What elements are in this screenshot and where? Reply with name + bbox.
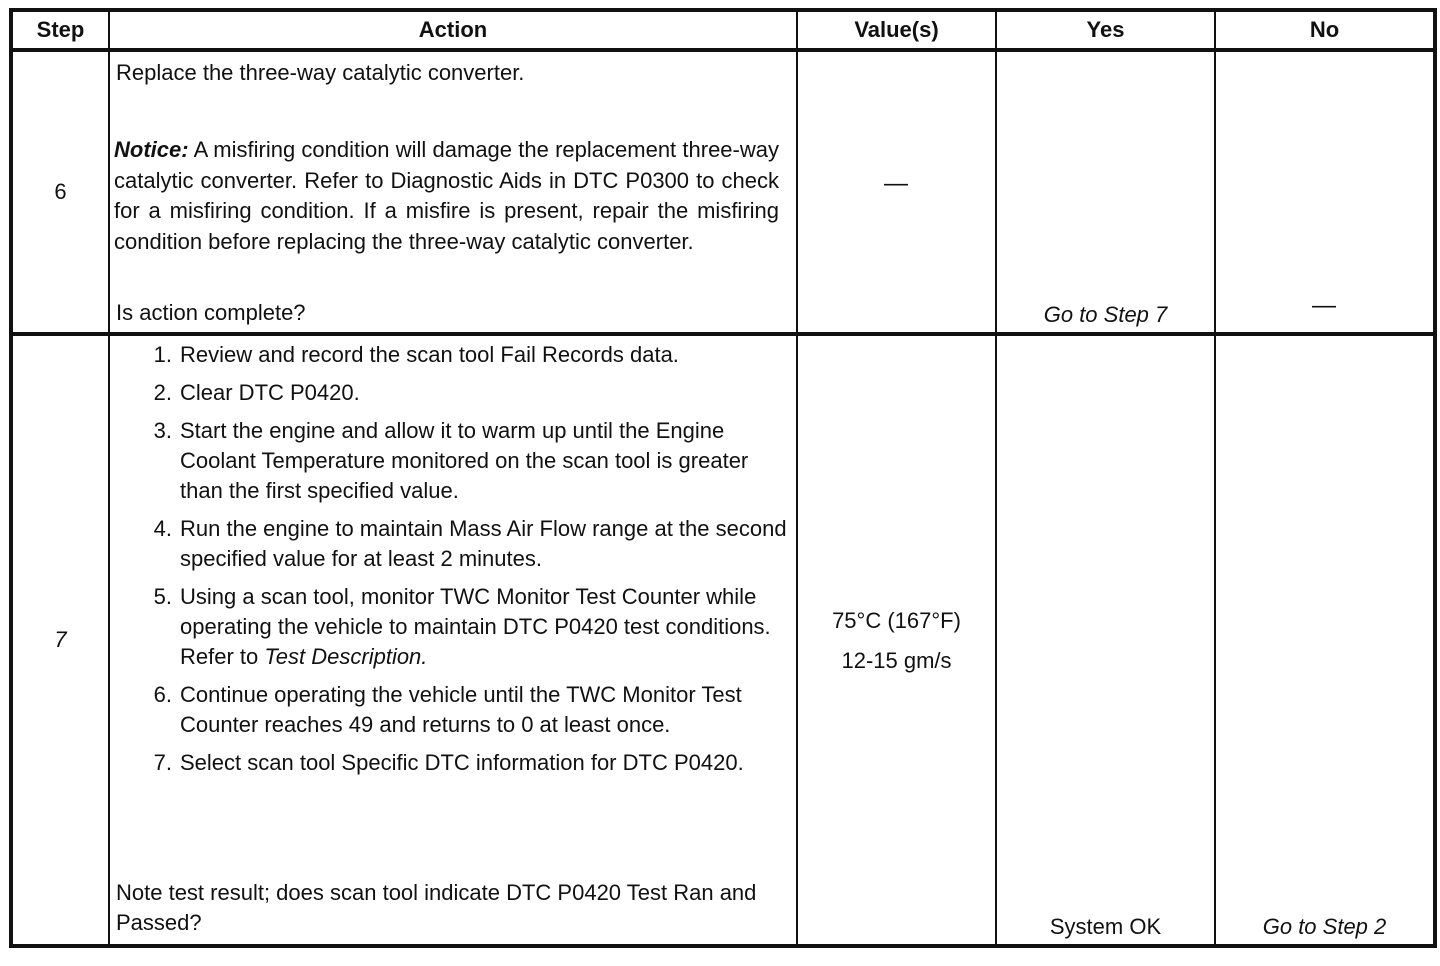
value-temperature: 75°C (167°F) (832, 608, 961, 633)
value-dash: — (884, 170, 908, 197)
item-text: Run the engine to maintain Mass Air Flow range at the second specified value for at least 2 minutes. (180, 516, 787, 571)
list-item (110, 680, 790, 740)
action-question: Is action complete? (116, 300, 306, 325)
item-number: 6. (153, 682, 172, 707)
action-intro: Replace the three-way catalytic converter. (116, 60, 525, 85)
item-number: 2. (153, 380, 172, 405)
yes-result: Go to Step 7 (1043, 302, 1168, 327)
table-header-row (11, 10, 1435, 50)
item-text: Clear DTC P0420. (180, 380, 360, 405)
item-text: Start the engine and allow it to warm up until the Engine Coolant Temperature monitored on the scan tool is greater than the first specified value. (180, 418, 749, 503)
list-item (110, 340, 790, 370)
header-no: No (1215, 10, 1435, 50)
value-cell (797, 50, 996, 334)
header-yes: Yes (996, 10, 1215, 50)
item-reference: Test Description. (264, 644, 428, 669)
value-cell (797, 334, 996, 946)
action-steps-list (110, 340, 790, 786)
action-cell (109, 334, 797, 946)
no-result: Go to Step 2 (1262, 914, 1387, 939)
no-cell (1215, 334, 1435, 946)
header-action: Action (109, 10, 797, 50)
item-text: Continue operating the vehicle until the TWC Monitor Test Counter reaches 49 and returns to 0 at least once. (180, 682, 742, 737)
list-item (110, 416, 790, 506)
notice-label: Notice: (114, 137, 189, 162)
notice-paragraph (114, 135, 779, 257)
header-values: Value(s) (797, 10, 996, 50)
item-number: 3. (153, 418, 172, 443)
step-number: 6 (11, 50, 109, 334)
no-cell (1215, 50, 1435, 334)
list-item (110, 582, 790, 672)
item-number: 4. (153, 516, 172, 541)
item-text: Review and record the scan tool Fail Records data. (180, 342, 679, 367)
step-number: 7 (11, 334, 109, 946)
list-item (110, 378, 790, 408)
action-question: Note test result; does scan tool indicate DTC P0420 Test Ran and Passed? (116, 880, 757, 935)
item-text: Select scan tool Specific DTC information for DTC P0420. (180, 750, 744, 775)
table-row-step-7 (11, 334, 1435, 946)
notice-text: A misfiring condition will damage the replacement three-way catalytic converter. Refer to Diagnostic Aids in DTC P0300 to check for a misfiring condition. If a misfire is present, repair the misfiring condition before replacing the three-way catalytic converter. (114, 137, 779, 254)
list-item (110, 514, 790, 574)
table-row-step-6 (11, 50, 1435, 334)
yes-cell (996, 334, 1215, 946)
yes-cell (996, 50, 1215, 334)
item-text: Using a scan tool, monitor TWC Monitor Test Counter while operating the vehicle to maintain DTC P0420 test conditions. Refer to (180, 584, 771, 669)
no-dash: — (1312, 292, 1336, 319)
item-number: 1. (153, 342, 172, 367)
value-airflow: 12-15 gm/s (841, 648, 952, 673)
item-number: 5. (153, 584, 172, 609)
list-item (110, 748, 790, 778)
yes-result: System OK (1049, 914, 1162, 939)
diagnostic-table (9, 8, 1437, 948)
header-step: Step (11, 10, 109, 50)
item-number: 7. (153, 750, 172, 775)
action-cell (109, 50, 797, 334)
